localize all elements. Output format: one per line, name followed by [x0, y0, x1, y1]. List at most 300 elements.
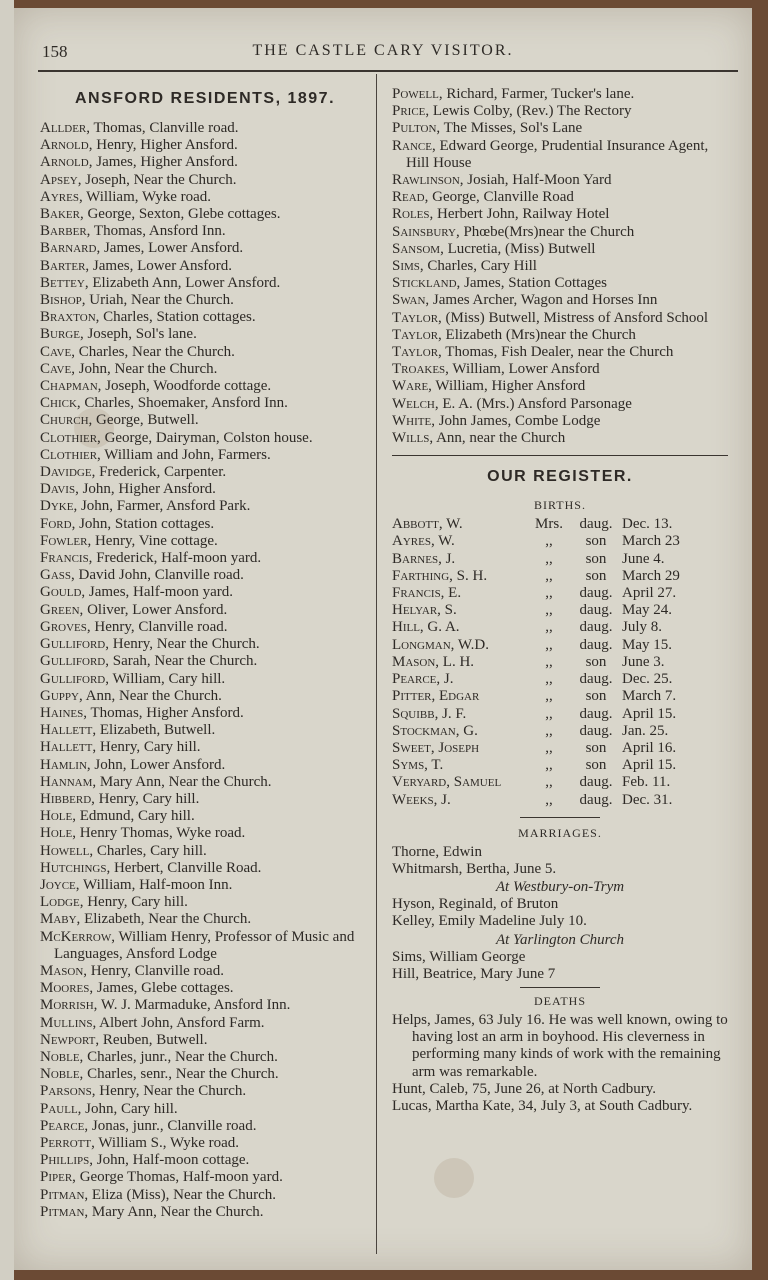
birth-date: Feb. 11.	[622, 774, 671, 791]
birth-name: Veryard, Samuel	[392, 774, 502, 791]
resident-entry	[40, 378, 370, 395]
birth-sex: daug.	[579, 722, 613, 739]
resident-details: Sarah, Near the Church.	[108, 653, 258, 670]
birth-name: Syms, T.	[392, 757, 444, 774]
birth-name: Hill, G. A.	[392, 619, 460, 636]
resident-details: Thomas, Higher Ansford.	[86, 704, 244, 721]
birth-sex: son	[585, 653, 607, 670]
resident-entry	[392, 310, 728, 327]
resident-entry	[40, 1187, 370, 1204]
birth-name: Farthing, S. H.	[392, 567, 488, 584]
resident-details: William, Lower Ansford	[448, 361, 600, 378]
resident-entry	[40, 1169, 370, 1186]
resident-surname: Taylor,	[392, 309, 442, 326]
magazine-page	[14, 8, 752, 1270]
birth-name: Stockman, G.	[392, 722, 478, 739]
resident-entry	[392, 378, 728, 395]
resident-entry	[40, 619, 370, 636]
resident-entry	[392, 189, 728, 206]
resident-surname: Sainsbury,	[392, 223, 460, 240]
resident-details: James, Lower Ansford.	[89, 257, 233, 274]
resident-surname: Apsey,	[40, 171, 82, 188]
resident-entry	[40, 653, 370, 670]
resident-entry	[40, 1135, 370, 1152]
resident-surname: Powell,	[392, 86, 443, 102]
birth-sex: daug.	[579, 585, 613, 602]
resident-entry	[40, 430, 370, 447]
resident-entry	[40, 791, 370, 808]
resident-entry	[40, 894, 370, 911]
resident-surname: Mason,	[40, 962, 88, 979]
birth-sex: daug.	[579, 516, 613, 533]
birth-sex: daug.	[579, 774, 613, 791]
marriage-place: At Yarlington Church	[495, 931, 625, 948]
resident-details: Jonas, junr., Clanville road.	[88, 1117, 257, 1134]
resident-entry	[40, 412, 370, 429]
birth-mrs: ,,	[545, 533, 553, 550]
residents-list	[40, 120, 370, 1221]
resident-entry	[40, 223, 370, 240]
marriage-entry: Hill, Beatrice, Mary June 7	[392, 965, 556, 982]
birth-row	[392, 740, 728, 757]
birth-name: Francis, E.	[392, 585, 462, 602]
resident-entry	[40, 189, 370, 206]
resident-surname: Hallett,	[40, 722, 97, 739]
resident-details: George, Sexton, Glebe cottages.	[83, 206, 281, 223]
resident-surname: Sims,	[392, 258, 424, 275]
birth-name: Pitter, Edgar	[392, 688, 480, 705]
resident-surname: Baker,	[40, 206, 84, 223]
resident-entry	[392, 430, 728, 447]
birth-mrs: ,,	[545, 585, 553, 602]
resident-surname: Barter,	[40, 257, 90, 274]
birth-mrs: ,,	[545, 671, 553, 688]
birth-date: June 4.	[622, 550, 665, 567]
page-header	[14, 38, 752, 68]
resident-entry	[40, 757, 370, 774]
birth-row	[392, 602, 728, 619]
resident-surname: Haines,	[40, 704, 87, 721]
resident-entry	[40, 705, 370, 722]
resident-details: Henry, Cary hill.	[83, 894, 188, 911]
resident-entry	[40, 275, 370, 292]
resident-details: Eliza (Miss), Near the Church.	[88, 1186, 277, 1203]
resident-details: The Misses, Sol's Lane	[440, 120, 583, 137]
birth-date: April 15.	[622, 705, 677, 722]
resident-details: Edward George, Prudential Insurance Agent, Hill House	[406, 137, 709, 171]
resident-details: Herbert John, Railway Hotel	[433, 206, 610, 223]
resident-details: Reuben, Butwell.	[99, 1031, 208, 1048]
resident-details: Elizabeth, Near the Church.	[80, 911, 252, 928]
resident-details: Joseph, Woodforde cottage.	[101, 378, 272, 395]
death-entry: Hunt, Caleb, 75, June 26, at North Cadbury.	[392, 1080, 656, 1097]
resident-entry	[40, 550, 370, 567]
resident-entry	[392, 206, 728, 223]
resident-surname: Stickland,	[392, 275, 461, 292]
resident-details: Mary Ann, Near the Church.	[88, 1203, 264, 1220]
resident-details: James Archer, Wagon and Horses Inn	[429, 292, 658, 309]
resident-surname: Church,	[40, 412, 93, 429]
resident-details: Joseph, Sol's lane.	[83, 326, 197, 343]
resident-entry	[392, 103, 728, 120]
running-title: THE CASTLE CARY VISITOR.	[252, 42, 514, 59]
birth-sex: son	[585, 757, 607, 774]
resident-surname: Green,	[40, 601, 84, 618]
resident-details: Herbert, Clanville Road.	[110, 859, 262, 876]
resident-surname: Welch,	[392, 395, 439, 412]
resident-surname: Davis,	[40, 481, 79, 498]
resident-details: John, Station cottages.	[75, 515, 215, 532]
marriage-entry: Hyson, Reginald, of Bruton	[392, 896, 559, 913]
resident-details: Richard, Farmer, Tucker's lane.	[442, 86, 635, 102]
resident-entry	[392, 327, 728, 344]
birth-sex: daug.	[579, 602, 613, 619]
resident-entry	[40, 447, 370, 464]
resident-entry	[40, 292, 370, 309]
resident-surname: Maby,	[40, 911, 81, 928]
resident-entry	[392, 361, 728, 378]
resident-details: Charles, senr., Near the Church.	[83, 1066, 279, 1083]
resident-surname: Dyke,	[40, 498, 78, 515]
birth-date: March 29	[622, 567, 680, 584]
resident-surname: Sansom,	[392, 240, 444, 257]
resident-entry	[392, 241, 728, 258]
resident-entry	[40, 1118, 370, 1135]
resident-details: Frederick, Half-moon yard.	[92, 550, 262, 567]
birth-name: Longman, W.D.	[392, 636, 490, 653]
resident-surname: Morrish,	[40, 997, 98, 1014]
birth-date: June 3.	[622, 653, 665, 670]
resident-surname: Francis,	[40, 550, 93, 567]
resident-entry	[40, 825, 370, 842]
resident-surname: Cave,	[40, 360, 75, 377]
birth-row	[392, 688, 728, 705]
resident-details: James, Higher Ansford.	[92, 154, 238, 171]
birth-name: Helyar, S.	[392, 602, 457, 619]
resident-entry	[40, 963, 370, 980]
resident-surname: Cave,	[40, 343, 75, 360]
birth-mrs: ,,	[545, 688, 553, 705]
birth-name: Squibb, J. F.	[392, 705, 467, 722]
resident-surname: Bishop,	[40, 292, 86, 309]
resident-entry	[40, 911, 370, 928]
resident-entry	[40, 688, 370, 705]
resident-details: E. A. (Mrs.) Ansford Parsonage	[438, 395, 632, 412]
resident-details: Henry, Clanville road.	[87, 962, 224, 979]
resident-surname: Clothier,	[40, 446, 101, 463]
resident-entry	[40, 258, 370, 275]
resident-details: Oliver, Lower Ansford.	[83, 601, 228, 618]
page-edge	[0, 0, 14, 1280]
resident-surname: Davidge,	[40, 464, 96, 481]
resident-surname: Clothier,	[40, 429, 101, 446]
birth-sex: son	[585, 688, 607, 705]
birth-mrs: ,,	[545, 636, 553, 653]
resident-entry	[40, 516, 370, 533]
resident-details: Charles, junr., Near the Church.	[83, 1048, 278, 1065]
resident-entry	[40, 240, 370, 257]
birth-name: Pearce, J.	[392, 671, 454, 688]
resident-details: Thomas, Clanville road.	[90, 120, 239, 136]
resident-surname: Howell,	[40, 842, 94, 859]
resident-entry	[40, 843, 370, 860]
resident-surname: Hutchings,	[40, 859, 111, 876]
resident-surname: Noble,	[40, 1066, 84, 1083]
birth-mrs: ,,	[545, 602, 553, 619]
section-rule	[392, 455, 728, 456]
resident-entry	[392, 275, 728, 292]
deaths-heading: DEATHS	[533, 993, 586, 1008]
resident-surname: Hole,	[40, 808, 76, 825]
resident-details: W. J. Marmaduke, Ansford Inn.	[97, 997, 291, 1014]
resident-details: Henry, Cary hill.	[94, 790, 200, 807]
resident-surname: Hannam,	[40, 773, 97, 790]
resident-entry	[40, 877, 370, 894]
birth-sex: daug.	[579, 636, 613, 653]
resident-details: William Henry, Professor of Music and Languages, Ansford Lodge	[54, 928, 355, 962]
resident-surname: Arnold,	[40, 154, 93, 171]
resident-entry	[40, 120, 370, 137]
resident-surname: Barnard,	[40, 240, 101, 257]
resident-surname: Hibberd,	[40, 790, 95, 807]
birth-mrs: Mrs.	[535, 516, 563, 533]
resident-surname: Arnold,	[40, 137, 93, 154]
resident-surname: Parsons,	[40, 1083, 96, 1100]
death-entry: Lucas, Martha Kate, 34, July 3, at South Cadbury.	[392, 1097, 693, 1114]
resident-details: James, Lower Ansford.	[100, 240, 244, 257]
resident-entry	[40, 1083, 370, 1100]
resident-entry	[392, 224, 728, 241]
resident-entry	[40, 671, 370, 688]
resident-surname: Ayres,	[40, 188, 83, 205]
birth-date: Dec. 25.	[622, 671, 673, 688]
resident-surname: Braxton,	[40, 309, 100, 326]
resident-details: John, Half-moon cottage.	[93, 1152, 250, 1169]
resident-entry	[40, 1066, 370, 1083]
resident-details: Charles, Station cottages.	[99, 309, 256, 326]
resident-entry	[392, 292, 728, 309]
resident-surname: Wills,	[392, 430, 434, 447]
right-column	[392, 86, 728, 1115]
column-divider	[376, 74, 377, 1254]
resident-details: Thomas, Fish Dealer, near the Church	[441, 344, 674, 361]
resident-surname: Allder,	[40, 120, 91, 136]
birth-mrs: ,,	[545, 567, 553, 584]
birth-row	[392, 516, 728, 533]
resident-details: Elizabeth, Butwell.	[96, 722, 216, 739]
resident-details: Henry, Cary hill.	[96, 739, 201, 756]
resident-details: George, Clanville Road	[428, 189, 574, 206]
resident-details: Henry, Vine cottage.	[91, 532, 218, 549]
birth-row	[392, 533, 728, 550]
resident-surname: Pitman,	[40, 1203, 89, 1220]
left-column	[40, 86, 370, 1221]
birth-sex: daug.	[579, 671, 613, 688]
marriage-entry: Kelley, Emily Madeline July 10.	[392, 913, 587, 930]
resident-entry	[40, 309, 370, 326]
resident-surname: Troakes,	[392, 361, 449, 378]
births-table	[392, 516, 728, 808]
resident-details: George, Dairyman, Colston house.	[100, 429, 313, 446]
death-entry: Helps, James, 63 July 16. He was well known, owing to having lost an arm in boyhood. His cleverness in performing many kinds of work with the remaining arm was remarkable.	[392, 1011, 728, 1080]
resident-entry	[40, 1032, 370, 1049]
resident-entry	[392, 86, 728, 103]
birth-mrs: ,,	[545, 722, 553, 739]
resident-entry	[392, 344, 728, 361]
birth-date: Dec. 31.	[622, 791, 673, 808]
birth-name: Mason, L. H.	[392, 653, 475, 670]
resident-surname: Rance,	[392, 137, 436, 154]
deaths-list	[392, 1012, 728, 1115]
resident-details: William, Wyke road.	[82, 188, 212, 205]
birth-sex: daug.	[579, 705, 613, 722]
resident-details: Joseph, Near the Church.	[81, 171, 237, 188]
resident-entry	[40, 154, 370, 171]
resident-details: Mary Ann, Near the Church.	[96, 773, 272, 790]
resident-details: John, Lower Ansford.	[90, 756, 226, 773]
resident-details: James, Station Cottages	[460, 275, 607, 292]
resident-surname: Gulliford,	[40, 653, 109, 670]
resident-details: Henry, Near the Church.	[95, 1083, 247, 1100]
header-rule	[38, 70, 738, 72]
birth-row	[392, 654, 728, 671]
birth-name: Ayres, W.	[392, 533, 455, 550]
marriage-place: At Westbury-on-Trym	[495, 879, 625, 896]
resident-details: George, Butwell.	[92, 412, 199, 429]
birth-date: May 15.	[622, 636, 672, 653]
resident-entry	[40, 997, 370, 1014]
resident-surname: Price,	[392, 103, 430, 120]
resident-details: Josiah, Half-Moon Yard	[463, 172, 612, 189]
resident-details: William, Higher Ansford	[431, 378, 586, 395]
birth-row	[392, 723, 728, 740]
birth-row	[392, 706, 728, 723]
resident-entry	[40, 1101, 370, 1118]
resident-details: Elizabeth (Mrs)near the Church	[441, 326, 636, 343]
birth-date: April 15.	[622, 757, 677, 774]
birth-mrs: ,,	[545, 705, 553, 722]
birth-row	[392, 637, 728, 654]
resident-details: John, Cary hill.	[81, 1100, 178, 1117]
resident-details: William, Cary hill.	[108, 670, 226, 687]
birth-row	[392, 619, 728, 636]
birth-sex: son	[585, 567, 607, 584]
resident-entry	[392, 172, 728, 189]
resident-surname: Gould,	[40, 584, 86, 601]
resident-details: Charles, Cary hill.	[93, 842, 207, 859]
resident-details: Albert John, Ansford Farm.	[96, 1014, 265, 1031]
resident-details: Uriah, Near the Church.	[85, 292, 234, 309]
resident-details: John James, Combe Lodge	[434, 412, 601, 429]
resident-details: John, Near the Church.	[74, 360, 218, 377]
resident-surname: Taylor,	[392, 326, 442, 343]
resident-details: Frederick, Carpenter.	[95, 464, 227, 481]
resident-surname: Swan,	[392, 292, 430, 309]
birth-date: Dec. 13.	[622, 516, 673, 533]
resident-entry	[40, 137, 370, 154]
resident-surname: Moores,	[40, 980, 94, 997]
resident-entry	[40, 808, 370, 825]
resident-entry	[40, 1049, 370, 1066]
resident-surname: Hamlin,	[40, 756, 91, 773]
birth-row	[392, 774, 728, 791]
birth-date: July 8.	[622, 619, 663, 636]
resident-surname: Pulton,	[392, 120, 441, 137]
resident-details: David John, Clanville road.	[74, 567, 244, 584]
resident-entry	[40, 567, 370, 584]
resident-details: Henry, Near the Church.	[108, 636, 260, 653]
resident-surname: Gulliford,	[40, 670, 109, 687]
birth-sex: son	[585, 533, 607, 550]
birth-date: March 23	[622, 533, 680, 550]
resident-entry	[40, 722, 370, 739]
resident-surname: Newport,	[40, 1031, 100, 1048]
resident-entry	[392, 138, 728, 172]
resident-surname: Barber,	[40, 223, 91, 240]
resident-entry	[40, 464, 370, 481]
marriage-entry: Sims, William George	[392, 948, 526, 965]
birth-row	[392, 792, 728, 809]
resident-surname: McKerrow,	[40, 928, 115, 945]
resident-surname: Mullins,	[40, 1014, 97, 1031]
residents-list-continued	[392, 86, 728, 447]
resident-entry	[392, 258, 728, 275]
resident-surname: Roles,	[392, 206, 434, 223]
birth-sex: son	[585, 739, 607, 756]
resident-entry	[40, 172, 370, 189]
resident-details: Ann, Near the Church.	[82, 687, 222, 704]
resident-entry	[40, 980, 370, 997]
resident-details: (Miss) Butwell, Mistress of Ansford School	[441, 309, 709, 326]
residents-title: ANSFORD RESIDENTS, 1897.	[74, 90, 336, 107]
resident-details: Henry, Higher Ansford.	[92, 137, 238, 154]
resident-entry	[40, 1152, 370, 1169]
resident-surname: Lodge,	[40, 894, 84, 911]
resident-details: Charles, Shoemaker, Ansford Inn.	[80, 395, 288, 412]
resident-surname: Hole,	[40, 825, 76, 842]
resident-entry	[40, 206, 370, 223]
resident-details: Henry, Clanville road.	[90, 618, 228, 635]
resident-entry	[40, 481, 370, 498]
birth-mrs: ,,	[545, 550, 553, 567]
resident-details: Thomas, Ansford Inn.	[90, 223, 226, 240]
birth-sex: daug.	[579, 619, 613, 636]
resident-surname: Gass,	[40, 567, 75, 584]
birth-date: April 16.	[622, 739, 677, 756]
birth-mrs: ,,	[545, 791, 553, 808]
resident-entry	[40, 929, 370, 963]
birth-mrs: ,,	[545, 653, 553, 670]
resident-surname: Groves,	[40, 618, 91, 635]
resident-surname: Ware,	[392, 378, 432, 395]
resident-surname: Rawlinson,	[392, 172, 464, 189]
resident-details: George Thomas, Half-moon yard.	[75, 1169, 283, 1186]
resident-details: William, Half-moon Inn.	[79, 876, 233, 893]
resident-entry	[40, 533, 370, 550]
resident-surname: Ford,	[40, 515, 76, 532]
resident-surname: Fowler,	[40, 532, 92, 549]
birth-date: May 24.	[622, 602, 672, 619]
birth-name: Abbott, W.	[392, 516, 463, 533]
resident-surname: Hallett,	[40, 739, 97, 756]
resident-entry	[392, 413, 728, 430]
marriage-entry: Whitmarsh, Bertha, June 5.	[392, 860, 557, 877]
resident-surname: Pitman,	[40, 1186, 89, 1203]
birth-row	[392, 757, 728, 774]
birth-row	[392, 671, 728, 688]
resident-entry	[392, 396, 728, 413]
birth-row	[392, 585, 728, 602]
